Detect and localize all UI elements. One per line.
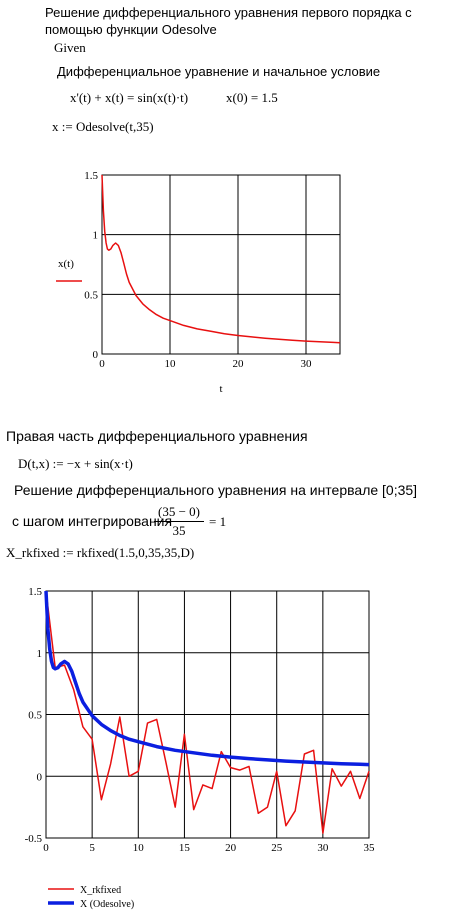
x-tick-label: 0 [99,358,105,370]
x-tick-label: 5 [89,842,95,854]
initial-condition[interactable]: x(0) = 1.5 [226,90,278,105]
x-tick-label: 10 [164,358,176,370]
y-tick-label: 1 [92,229,98,242]
plot-frame [102,175,340,354]
equation-heading: Дифференциальное уравнение и начальное условие [57,64,381,79]
step-fraction[interactable] [154,504,204,539]
chart2-legend [48,885,134,910]
chart1-tick-labels [84,170,312,370]
x-tick-label: 10 [132,842,144,854]
series-line-x-odesolve- [46,591,369,765]
interval-heading: Решение дифференциального уравнения на интервале [0;35] [14,482,418,498]
x-tick-label: 20 [225,842,237,854]
step-fraction-denominator: 35 [172,523,186,538]
page-title: Решение дифференциального уравнения первого порядка с помощью функции Odesolve [45,5,412,37]
y-tick-label: 0.5 [84,289,98,302]
given-keyword: Given [54,40,86,55]
y-tick-label: 0 [36,771,42,784]
rkfixed-assignment[interactable]: X_rkfixed := rkfixed(1.5,0,35,35,D) [6,545,195,560]
differential-equation[interactable]: x'(t) + x(t) = sin(x(t)·t) [70,90,189,105]
y-tick-label: -0.5 [24,833,42,845]
y-tick-label: 1.5 [84,170,98,182]
y-tick-label: 0 [92,349,98,361]
chart-rkfixed-vs-odesolve[interactable] [0,575,475,920]
rhs-definition[interactable]: D(t,x) := −x + sin(x·t) [18,456,133,471]
chart2-grid [46,591,369,838]
chart1-series [102,175,340,343]
chart-odesolve[interactable] [0,160,475,410]
chart1-y-label: x(t) [58,258,74,270]
step-heading: с шагом интегрирования [12,513,173,529]
series-line-x-rkfixed [46,591,369,833]
step-fraction-numerator: (35 − 0) [154,504,204,522]
x-tick-label: 35 [363,842,375,854]
step-result: = 1 [209,514,227,529]
x-tick-label: 20 [232,358,244,370]
legend-label-odesolve: X (Odesolve) [80,899,135,910]
chart1-grid [102,175,340,354]
chart2-series [46,591,369,833]
x-tick-label: 30 [300,358,312,370]
series-line-x-t- [102,175,340,343]
rhs-heading: Правая часть дифференциального уравнения [6,428,308,444]
y-tick-label: 1.5 [28,586,42,598]
odesolve-assignment[interactable]: x := Odesolve(t,35) [52,119,154,134]
x-tick-label: 15 [178,842,190,854]
x-tick-label: 30 [317,842,329,854]
legend-label-rkfixed: X_rkfixed [80,885,122,896]
chart1-x-label: t [219,383,223,395]
y-tick-label: 0.5 [28,709,42,722]
x-tick-label: 0 [43,842,49,854]
x-tick-label: 25 [271,842,283,854]
y-tick-label: 1 [36,647,42,660]
